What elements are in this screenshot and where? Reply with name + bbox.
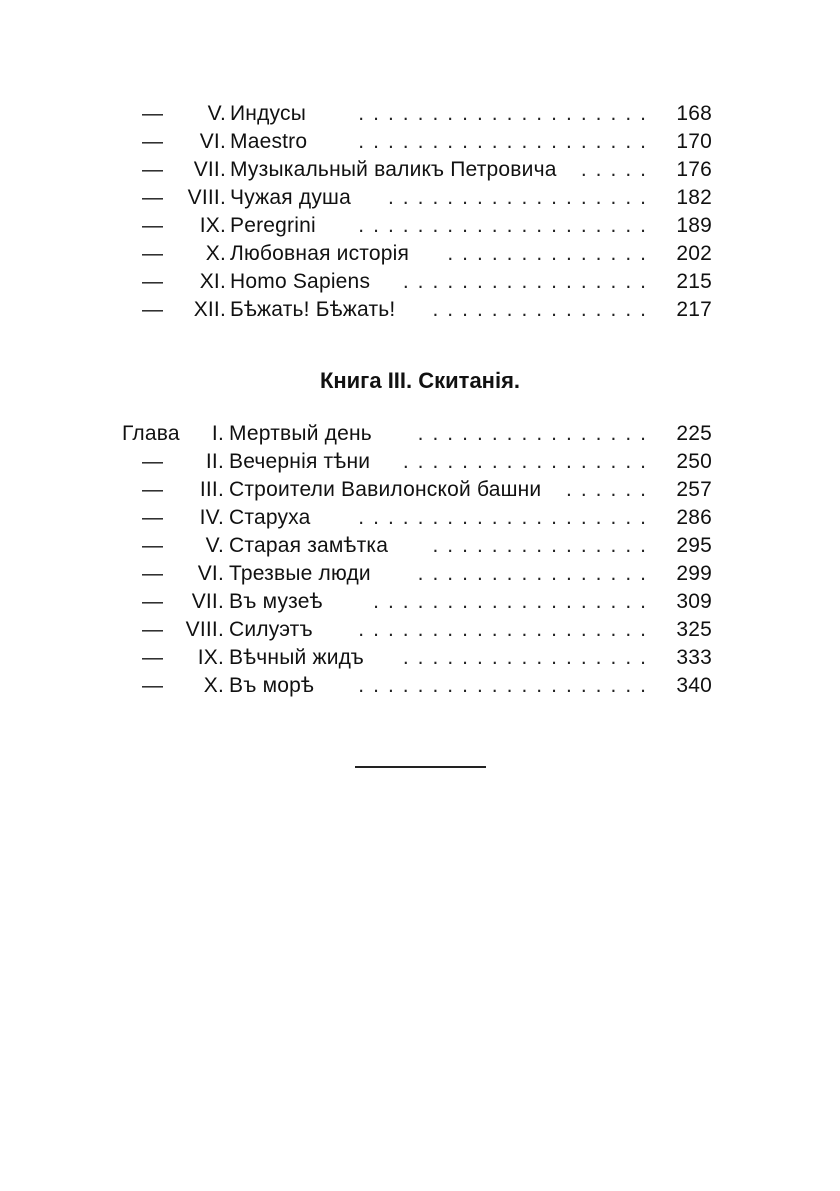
entry-title: Бѣжать! Бѣжать! — [230, 298, 396, 321]
entry-title: Вечернія тѣни — [229, 450, 371, 473]
entry-page-number: 225 — [676, 422, 712, 445]
dot-leader: .................... — [358, 618, 655, 641]
dot-leader: ................... — [373, 590, 655, 613]
entry-numeral: V. — [207, 102, 226, 125]
entry-title: Вѣчный жидъ — [229, 646, 364, 669]
entry-page-number: 189 — [676, 214, 712, 237]
entry-page-number: 168 — [676, 102, 712, 125]
toc-entry — [0, 476, 840, 504]
entry-page-number: 170 — [676, 130, 712, 153]
toc-entry — [0, 240, 840, 268]
entry-numeral: X. — [205, 242, 226, 265]
entry-numeral: IX. — [199, 214, 226, 237]
entry-page-number: 182 — [676, 186, 712, 209]
entry-prefix: — — [142, 270, 164, 293]
entry-title: Музыкальный валикъ Петровича — [230, 158, 557, 181]
entry-page-number: 333 — [676, 646, 712, 669]
entry-page-number: 250 — [676, 450, 712, 473]
entry-title: Силуэтъ — [229, 618, 313, 641]
entry-numeral: IX. — [197, 646, 224, 669]
entry-title: Мертвый день — [229, 422, 372, 445]
entry-numeral: VI. — [197, 562, 224, 585]
entry-prefix: — — [142, 242, 164, 265]
entry-title: Любовная исторія — [230, 242, 410, 265]
dot-leader: .................... — [358, 214, 655, 237]
entry-page-number: 299 — [676, 562, 712, 585]
toc-entry — [0, 420, 840, 448]
entry-prefix: — — [142, 562, 164, 585]
entry-prefix: Глава — [122, 422, 180, 445]
entry-prefix: — — [142, 130, 164, 153]
toc-entry — [0, 128, 840, 156]
dot-leader: .............. — [447, 242, 655, 265]
entry-numeral: X. — [203, 674, 224, 697]
toc-entry — [0, 504, 840, 532]
entry-title: Строители Вавилонской башни — [229, 478, 542, 501]
entry-title: Старая замѣтка — [229, 534, 389, 557]
entry-numeral: II. — [205, 450, 224, 473]
entry-prefix: — — [142, 298, 164, 321]
toc-entry — [0, 644, 840, 672]
entry-numeral: VII. — [191, 590, 224, 613]
dot-leader: ................ — [417, 562, 655, 585]
dot-leader: ...... — [565, 478, 655, 501]
dot-leader: ................. — [402, 450, 655, 473]
entry-title: Чужая душа — [230, 186, 351, 209]
entry-numeral: I. — [211, 422, 224, 445]
entry-page-number: 202 — [676, 242, 712, 265]
dot-leader: ................. — [402, 646, 655, 669]
toc-entry — [0, 588, 840, 616]
entry-page-number: 325 — [676, 618, 712, 641]
entry-prefix: — — [142, 478, 164, 501]
entry-numeral: XII. — [193, 298, 226, 321]
toc-section-top — [0, 100, 840, 324]
entry-title: Старуха — [229, 506, 311, 529]
toc-entry — [0, 184, 840, 212]
toc-entry — [0, 156, 840, 184]
dot-leader: ................ — [417, 422, 655, 445]
entry-page-number: 295 — [676, 534, 712, 557]
entry-numeral: VIII. — [187, 186, 226, 209]
entry-prefix: — — [142, 450, 164, 473]
toc-entry — [0, 100, 840, 128]
toc-entry — [0, 268, 840, 296]
dot-leader: .................... — [358, 506, 655, 529]
entry-numeral: VII. — [193, 158, 226, 181]
entry-page-number: 286 — [676, 506, 712, 529]
toc-entry — [0, 560, 840, 588]
dot-leader: .................. — [387, 186, 655, 209]
toc-entry — [0, 532, 840, 560]
entry-numeral: VIII. — [185, 618, 224, 641]
entry-page-number: 257 — [676, 478, 712, 501]
entry-title: Индусы — [230, 102, 307, 125]
entry-title: Въ морѣ — [229, 674, 315, 697]
book-heading: Книга III. Скитанія. — [319, 368, 521, 393]
entry-prefix: — — [142, 186, 164, 209]
entry-title: Peregrini — [230, 214, 316, 237]
dot-leader: ............... — [432, 534, 655, 557]
entry-numeral: IV. — [199, 506, 224, 529]
entry-numeral: VI. — [199, 130, 226, 153]
entry-page-number: 340 — [676, 674, 712, 697]
entry-numeral: V. — [205, 534, 224, 557]
entry-numeral: III. — [199, 478, 224, 501]
dot-leader: ..... — [580, 158, 655, 181]
entry-prefix: — — [142, 590, 164, 613]
entry-prefix: — — [142, 214, 164, 237]
entry-numeral: XI. — [199, 270, 226, 293]
dot-leader: ................. — [402, 270, 655, 293]
entry-prefix: — — [142, 646, 164, 669]
toc-entry — [0, 448, 840, 476]
entry-title: Homo Sapiens — [230, 270, 371, 293]
closing-rule — [355, 766, 486, 768]
entry-title: Въ музеѣ — [229, 590, 323, 613]
entry-prefix: — — [142, 102, 164, 125]
entry-title: Maestro — [230, 130, 308, 153]
entry-prefix: — — [142, 506, 164, 529]
entry-page-number: 215 — [676, 270, 712, 293]
toc-entry — [0, 672, 840, 700]
entry-page-number: 309 — [676, 590, 712, 613]
toc-entry — [0, 616, 840, 644]
entry-prefix: — — [142, 618, 164, 641]
toc-section-book3 — [0, 420, 840, 700]
dot-leader: ............... — [432, 298, 655, 321]
toc-entry — [0, 212, 840, 240]
entry-prefix: — — [142, 674, 164, 697]
toc-entry — [0, 296, 840, 324]
entry-page-number: 176 — [676, 158, 712, 181]
dot-leader: .................... — [358, 130, 655, 153]
dot-leader: .................... — [358, 102, 655, 125]
entry-page-number: 217 — [676, 298, 712, 321]
entry-prefix: — — [142, 158, 164, 181]
entry-prefix: — — [142, 534, 164, 557]
dot-leader: .................... — [358, 674, 655, 697]
entry-title: Трезвые люди — [229, 562, 371, 585]
